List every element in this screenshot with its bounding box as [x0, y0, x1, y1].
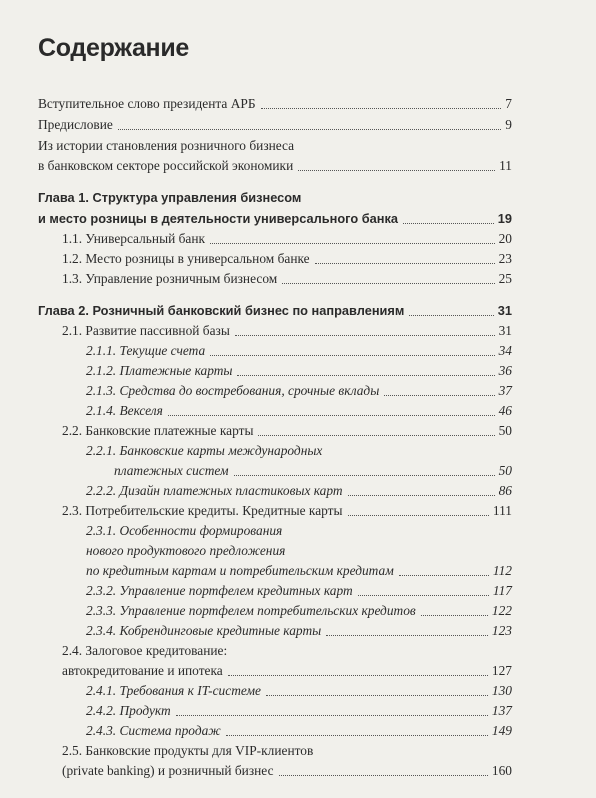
- toc-entry-title: 2.5. Банковские продукты для VIP-клиентов: [62, 741, 316, 761]
- toc-entry-title: 2.2.1. Банковские карты международных: [86, 441, 325, 461]
- toc-entry-title: автокредитование и ипотека: [62, 661, 226, 681]
- toc-page-number: 31: [496, 301, 512, 321]
- toc-page-number: 46: [497, 401, 512, 421]
- toc-entry[interactable]: [0, 269, 596, 289]
- toc-entry-title: и место розницы в деятельности универсального банка: [38, 209, 401, 229]
- toc-page-number: 11: [497, 156, 512, 176]
- toc-entry-title: 1.3. Управление розничным бизнесом: [62, 269, 280, 289]
- toc-entry[interactable]: [0, 641, 596, 661]
- toc-entry[interactable]: [0, 321, 596, 341]
- dot-leader: [261, 108, 502, 109]
- dot-leader: [315, 263, 495, 264]
- toc-entry-title: 2.3.4. Кобрендинговые кредитные карты: [86, 621, 324, 641]
- toc-entry-title: по кредитным картам и потребительским кредитам: [86, 561, 397, 581]
- toc-entry[interactable]: [0, 361, 596, 381]
- toc-entry[interactable]: [0, 441, 596, 461]
- toc-entry[interactable]: [0, 481, 596, 501]
- dot-leader: [326, 635, 488, 636]
- toc-entry[interactable]: [0, 341, 596, 361]
- dot-leader: [409, 315, 493, 316]
- dot-leader: [176, 715, 488, 716]
- dot-leader: [168, 415, 495, 416]
- toc-page-number: 123: [490, 621, 512, 641]
- dot-leader: [348, 515, 489, 516]
- toc-page-number: 36: [497, 361, 512, 381]
- dot-leader: [235, 335, 495, 336]
- toc-entry[interactable]: [0, 721, 596, 741]
- dot-leader: [399, 575, 489, 576]
- toc-entry-title: 2.4.2. Продукт: [86, 701, 174, 721]
- dot-leader: [298, 170, 495, 171]
- toc-entry-title: 1.1. Универсальный банк: [62, 229, 208, 249]
- toc-entry[interactable]: [0, 249, 596, 269]
- toc-entry[interactable]: [0, 136, 596, 156]
- toc-entry-title: Глава 2. Розничный банковский бизнес по направлениям: [38, 301, 407, 321]
- toc-page-number: 25: [497, 269, 512, 289]
- toc-entry[interactable]: [0, 115, 596, 135]
- toc-page-number: 7: [503, 94, 512, 114]
- dot-leader: [348, 495, 495, 496]
- toc-entry-title: платежных систем: [114, 461, 232, 481]
- toc-entry[interactable]: [0, 701, 596, 721]
- toc-entry[interactable]: [0, 209, 596, 229]
- toc-entry[interactable]: [0, 601, 596, 621]
- toc-page-number: 23: [497, 249, 512, 269]
- dot-leader: [210, 243, 495, 244]
- toc-entry[interactable]: [0, 581, 596, 601]
- toc-page-number: 117: [491, 581, 512, 601]
- toc-entry-title: (private banking) и розничный бизнес: [62, 761, 277, 781]
- dot-leader: [282, 283, 494, 284]
- toc-entry-title: Глава 1. Структура управления бизнесом: [38, 188, 304, 208]
- dot-leader: [258, 435, 494, 436]
- dot-leader: [234, 475, 495, 476]
- toc-entry-title: 2.1.1. Текущие счета: [86, 341, 208, 361]
- toc-entry-title: в банковском секторе российской экономики: [38, 156, 296, 176]
- toc-entry[interactable]: [0, 401, 596, 421]
- toc-page-number: 130: [490, 681, 512, 701]
- toc-page-number: 86: [497, 481, 512, 501]
- toc-entry[interactable]: [0, 541, 596, 561]
- toc-page-number: 31: [497, 321, 512, 341]
- toc-entry[interactable]: [0, 741, 596, 761]
- toc-page-number: 127: [490, 661, 512, 681]
- toc-entry[interactable]: [0, 461, 596, 481]
- toc-entry[interactable]: [0, 156, 596, 176]
- toc-entry-title: Предисловие: [38, 115, 116, 135]
- toc-page-number: 34: [497, 341, 512, 361]
- toc-entry[interactable]: [0, 761, 596, 781]
- toc-entry-title: 2.3.2. Управление портфелем кредитных карт: [86, 581, 356, 601]
- toc-entry-title: 2.2.2. Дизайн платежных пластиковых карт: [86, 481, 346, 501]
- toc-page-number: 50: [497, 421, 512, 441]
- toc-page-number: 9: [503, 115, 512, 135]
- dot-leader: [228, 675, 488, 676]
- toc-entry[interactable]: [0, 621, 596, 641]
- toc-entry-title: 2.1. Развитие пассивной базы: [62, 321, 233, 341]
- toc-entry[interactable]: [0, 501, 596, 521]
- toc-entry[interactable]: [0, 381, 596, 401]
- toc-page-number: 122: [490, 601, 512, 621]
- toc-entry[interactable]: [0, 94, 596, 114]
- toc-entry-title: Из истории становления розничного бизнеса: [38, 136, 297, 156]
- toc-entry[interactable]: [0, 188, 596, 208]
- toc-entry[interactable]: [0, 229, 596, 249]
- dot-leader: [358, 595, 489, 596]
- toc-entry[interactable]: [0, 661, 596, 681]
- toc-entry-title: 1.2. Место розницы в универсальном банке: [62, 249, 313, 269]
- toc-entry-title: 2.1.2. Платежные карты: [86, 361, 235, 381]
- toc-entry-title: Вступительное слово президента АРБ: [38, 94, 259, 114]
- dot-leader: [384, 395, 494, 396]
- toc-entry-title: 2.1.3. Средства до востребования, срочные вклады: [86, 381, 382, 401]
- toc-page-number: 149: [490, 721, 512, 741]
- toc-entry-title: 2.3. Потребительские кредиты. Кредитные карты: [62, 501, 346, 521]
- toc-page-number: 111: [491, 501, 512, 521]
- toc-page-number: 19: [496, 209, 512, 229]
- toc-entry-title: 2.1.4. Векселя: [86, 401, 166, 421]
- toc-entry-title: 2.4.1. Требования к IT-системе: [86, 681, 264, 701]
- toc-entry-title: 2.2. Банковские платежные карты: [62, 421, 256, 441]
- toc-entry-title: 2.3.1. Особенности формирования: [86, 521, 285, 541]
- toc-page-number: 37: [497, 381, 512, 401]
- dot-leader: [266, 695, 488, 696]
- toc-entry[interactable]: [0, 561, 596, 581]
- toc-entry[interactable]: [0, 521, 596, 541]
- page-title: Содержание: [38, 34, 190, 62]
- dot-leader: [210, 355, 494, 356]
- toc-entry-title: нового продуктового предложения: [86, 541, 288, 561]
- toc-page-number: 20: [497, 229, 512, 249]
- toc-entry[interactable]: [0, 421, 596, 441]
- toc-entry[interactable]: [0, 681, 596, 701]
- toc-entry-title: 2.4.3. Система продаж: [86, 721, 224, 741]
- toc-page-number: 160: [490, 761, 512, 781]
- dot-leader: [421, 615, 488, 616]
- toc-entry-title: 2.4. Залоговое кредитование:: [62, 641, 230, 661]
- dot-leader: [237, 375, 494, 376]
- dot-leader: [226, 735, 488, 736]
- dot-leader: [279, 775, 488, 776]
- toc-page-number: 137: [490, 701, 512, 721]
- dot-leader: [118, 129, 501, 130]
- toc-entry-title: 2.3.3. Управление портфелем потребительских кредитов: [86, 601, 419, 621]
- dot-leader: [403, 223, 494, 224]
- toc-page-number: 50: [497, 461, 512, 481]
- toc-page-number: 112: [491, 561, 512, 581]
- toc-entry[interactable]: [0, 301, 596, 321]
